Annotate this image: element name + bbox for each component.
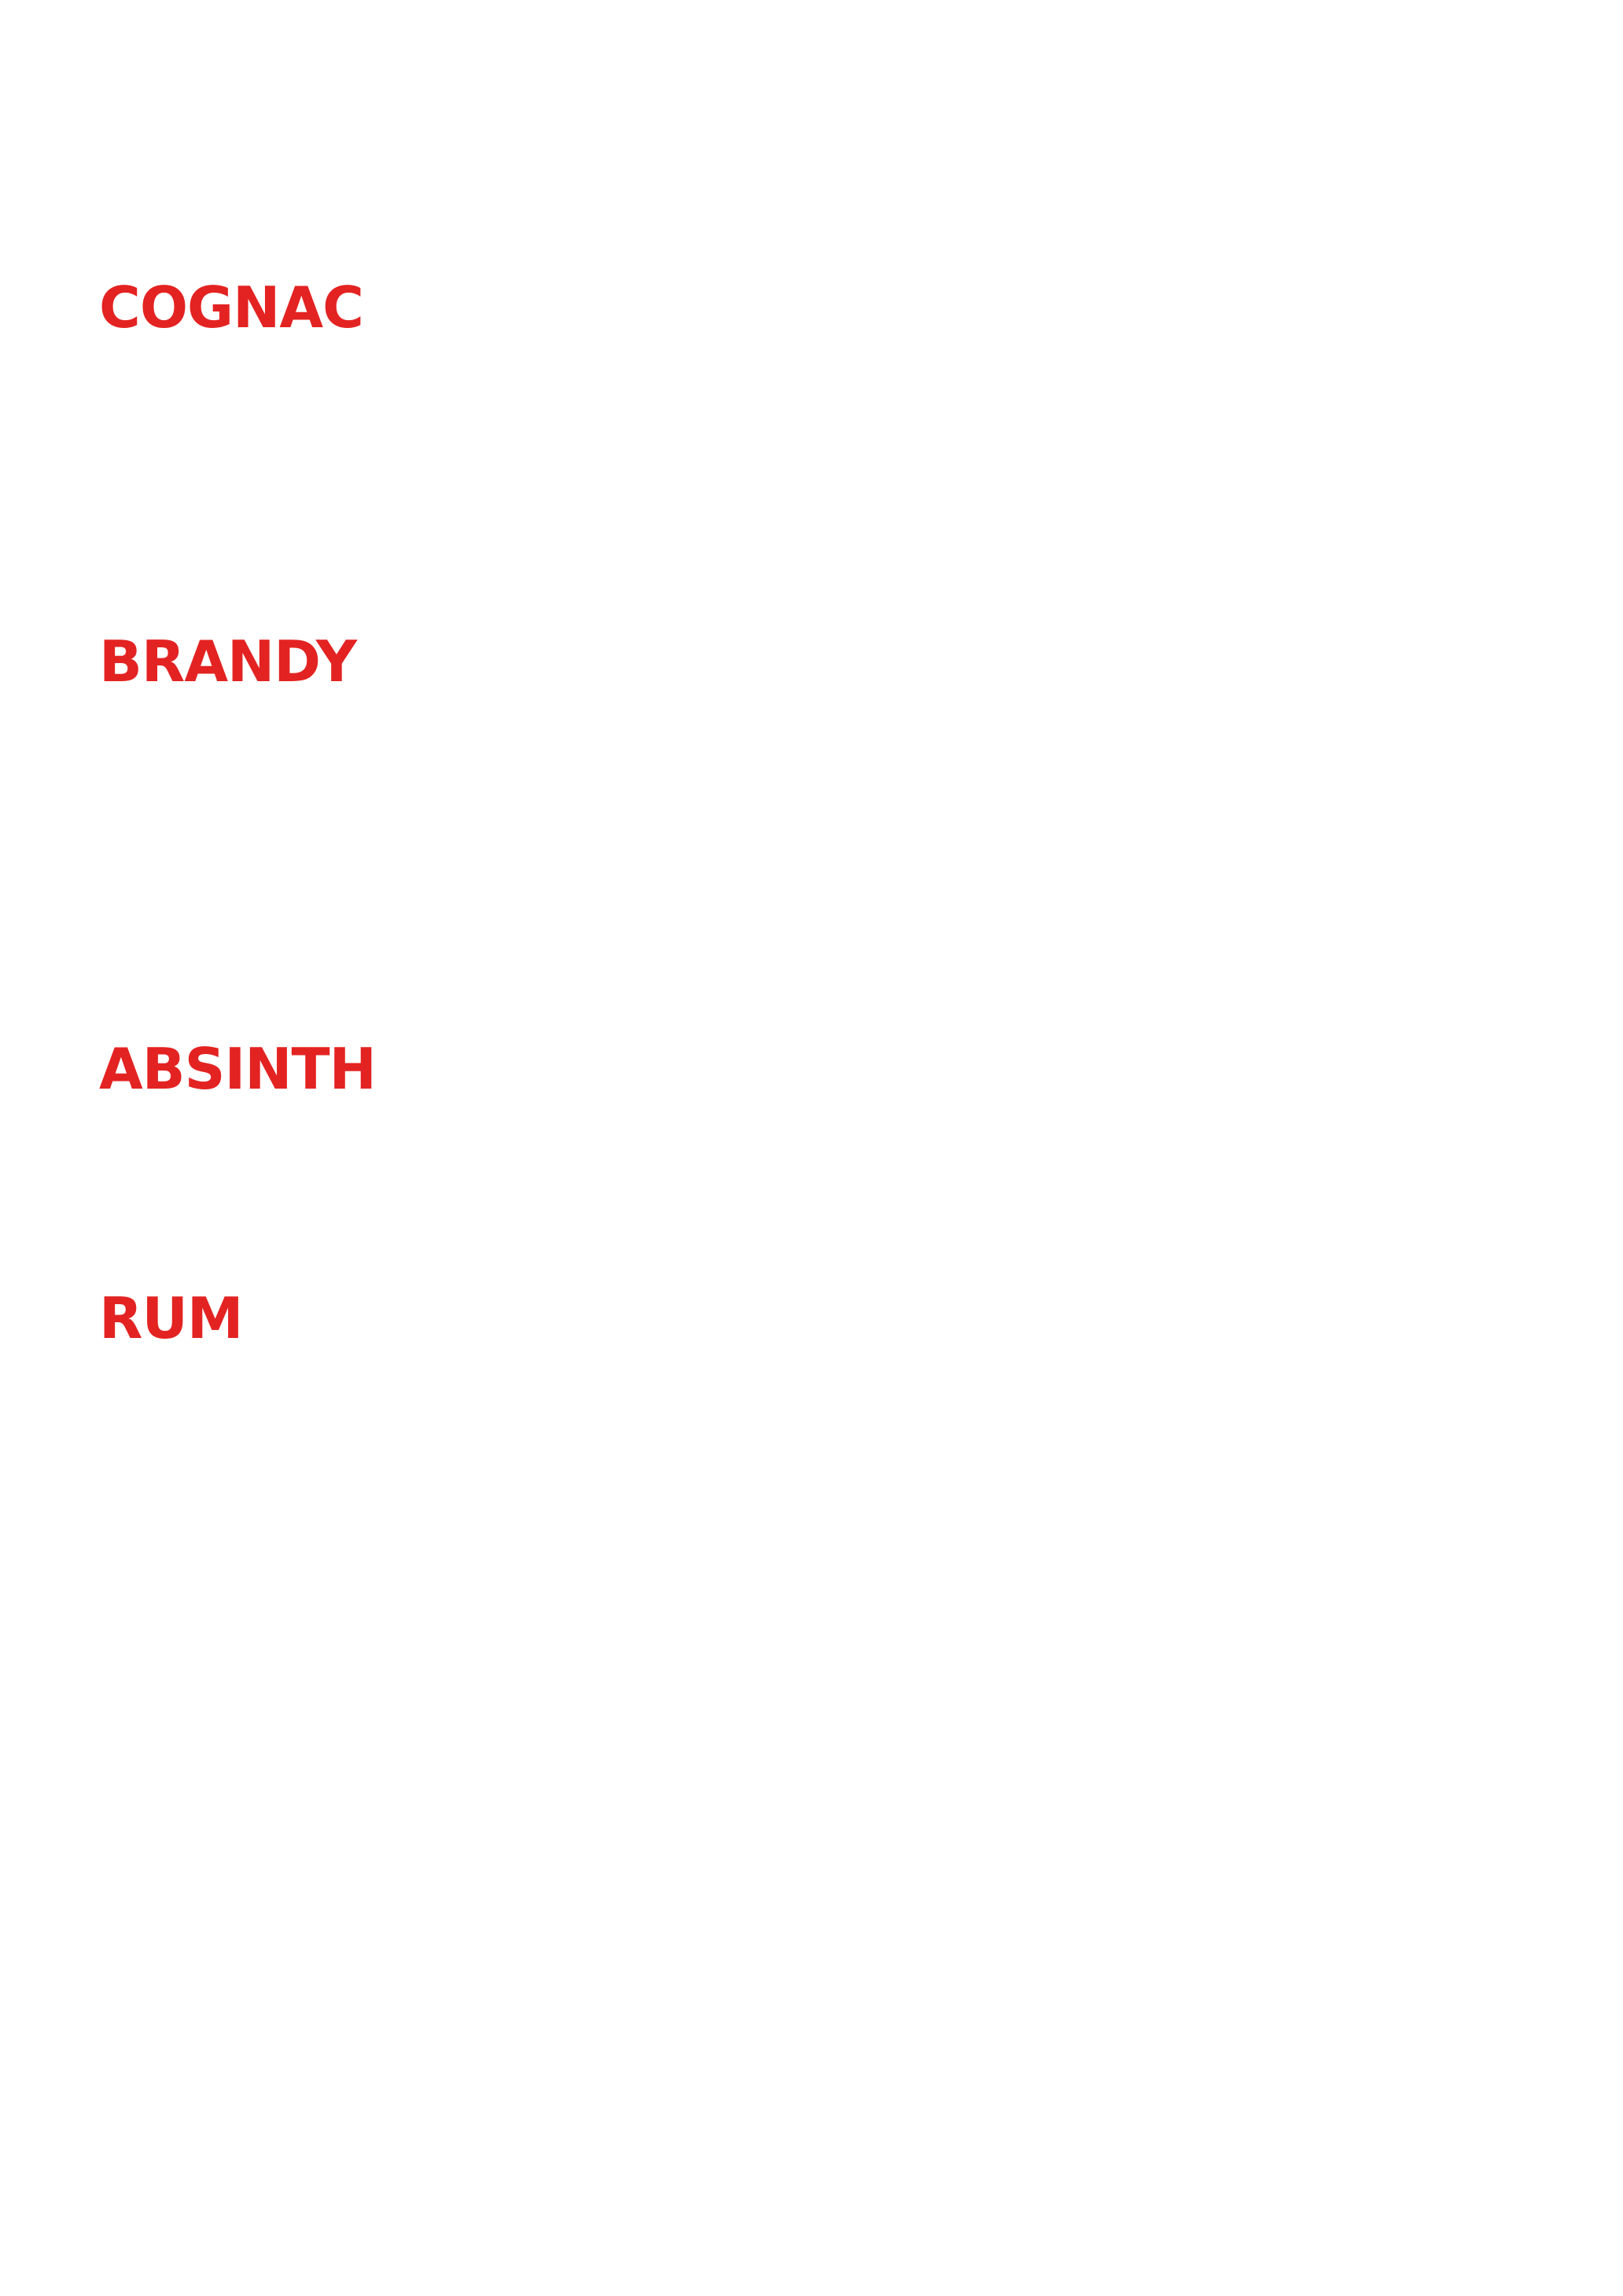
section-heading-brandy: BRANDY — [99, 628, 356, 695]
section-heading-rum: RUM — [99, 1285, 243, 1351]
section-heading-cognac: COGNAC — [99, 275, 363, 341]
section-heading-absinth: ABSINTH — [99, 1036, 376, 1102]
